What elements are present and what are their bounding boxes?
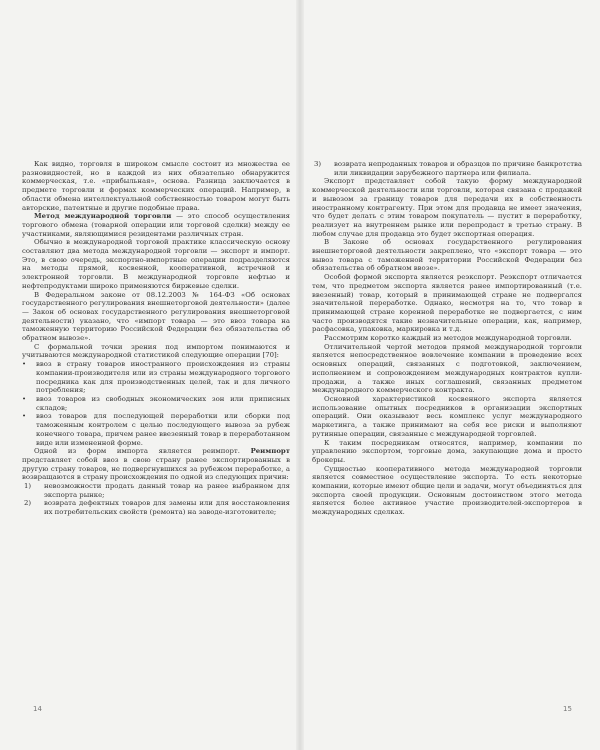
bullet-icon: • <box>22 394 27 403</box>
book-gutter <box>296 0 304 750</box>
page-number: 15 <box>563 705 572 713</box>
paragraph: Отличительной чертой методов прямой международной торговли является непосредственное вовлечение компании в проведение всех основных операций, связанных с подготовкой, заключением, исполнением и сопровождением международных контрактов купли-продажи, а также иных соглашений, связанных предметом международного коммерческого контракта. <box>312 342 582 395</box>
term-bold: Реимпорт <box>250 447 290 456</box>
paragraph: Метод международной торговли — это способ осуществления торгового обмена (товарной операции или торговой сделки) между ее участниками, являющимися резидентами различных стран. <box>22 212 290 238</box>
paragraph: Обычно в международной торговой практике классическую основу составляют два метода международной торговли — экспорт и импорт. Это, в свою очередь, экспортно-импортные операции подразделяются на методы прямой, косвенной, кооперативной, встречной и электронной торговли. В международной торговле нефтью и нефтепродуктами широко применяются биржевые сделки. <box>22 238 290 290</box>
list-item: • ввоз товаров из свободных экономических зон или приписных складов; <box>22 394 290 412</box>
list-item: • ввоз товаров для последующей переработки или сборки под таможенным контролем с целью последующего вывоза за рубеж конечного товара, причем ранее ввезенный товар в переработанном виде или измененной форме. <box>22 412 290 447</box>
page-number: 14 <box>33 705 42 713</box>
paragraph: Сущностью кооперативного метода международной торговли является совместное осуществление экспорта. То есть некоторые компании, которые имеют общие цели и задачи, могут объединяться для экспорта своей продукции. Основным достоинством этого метода является более активное участие производителей-экспортеров в международных сделках. <box>312 464 582 517</box>
paragraph: Основной характеристикой косвенного экспорта является использование опытных посредников в организации экспортных операций. Они оказывают весь комплекс услуг международного маркетинга, а также принимают на себя все риски и выполняют рутинные операции, связанные с международной торговлей. <box>312 394 582 438</box>
list-item: • ввоз в страну товаров иностранного происхождения из страны компании-производителя или из страны международного торгового посредника как для производственных целей, так и для личного потребления; <box>22 360 290 395</box>
paragraph: Особой формой экспорта является реэкспорт. Реэкспорт отличается тем, что предметом экспорта является ранее импортированный (т.е. ввезенный) товар, который в принимающей стране не подвергался значительной переработке. Однако, несмотря на то, что товар в принимающей стране коренной переработке не подвергается, с ним часто производятся такие незначительные операции, как, например, расфасовка, упаковка, маркировка и т.д. <box>312 273 582 334</box>
paragraph: В Федеральном законе от 08.12.2003 № 164-ФЗ «Об основах государственного регулирования внешнеторговой деятельности» (далее — Закон об основах государственного регулирования внешнеторговой деятельности) указано, что «импорт товара — это ввоз товара на таможенную территорию Российской Федерации без обязательства об обратном вывозе». <box>22 290 290 343</box>
paragraph: Одной из форм импорта является реимпорт. Реимпорт представляет собой ввоз в свою страну ранее экспортированных в другую страну товаров, не подвергнувшихся за рубежом переработке, а возвращаются в страну происхождения по одной из следующих причин: <box>22 447 290 482</box>
paragraph: С формальной точки зрения под импортом понимаются и учитываются международной статистикой следующие операции [70]: <box>22 342 290 360</box>
list-item: 2) возврата дефектных товаров для замены или для восстановления их потребительских свойств (ремонта) на заводе-изготовителе; <box>24 499 290 517</box>
numbered-list <box>312 160 582 177</box>
paragraph: Рассмотрим коротко каждый из методов международной торговли. <box>324 334 572 343</box>
list-item: 3) возврата непроданных товаров и образцов по причине банкротства или ликвидации зарубежного партнера или филиала. <box>314 160 582 177</box>
bullet-list <box>22 360 290 447</box>
numbered-list <box>22 482 290 517</box>
paragraph: В Законе об основах государственного регулирования внешнеторговой деятельности закреплено, что «экспорт товара — это вывоз товара с таможенной территории Российской Федерации без обязательства об обратном ввозе». <box>312 238 582 273</box>
paragraph: Как видно, торговля в широком смысле состоит из множества ее разновидностей, но в каждой из них обязательно обнаружится коммерческая, т.е. «прибыльная», основа. Разница заключается в предмете торговли и формах коммерческих операций. Например, в области обмена интеллектуальной собственностью товаром могут быть авторские, патентные и другие подобные права. <box>22 160 290 212</box>
paragraph: К таким посредникам относятся, например, компании по управлению экспортом, торговые дома, закупающие дома и просто брокеры. <box>312 438 582 464</box>
term-bold: Метод международной торговли <box>34 212 172 221</box>
right-page <box>312 160 582 517</box>
bullet-icon: • <box>22 412 27 421</box>
bullet-icon: • <box>22 360 27 369</box>
left-page <box>22 160 290 517</box>
list-item: 1) невозможности продать данный товар на ранее выбранном для экспорта рынке; <box>24 482 290 499</box>
paragraph: Экспорт представляет собой такую форму международной коммерческой деятельности или торговли, которая связана с продажей и вывозом за границу товаров для передачи их в собственность иностранному контрагенту. При этом для продавца не имеет значения, что будет делать с этим товаром покупатель — пустит в переработку, реализует на внутреннем рынке или перепродаст в третью страну. В любом случае для продавца это будет экспортная операция. <box>312 177 582 238</box>
